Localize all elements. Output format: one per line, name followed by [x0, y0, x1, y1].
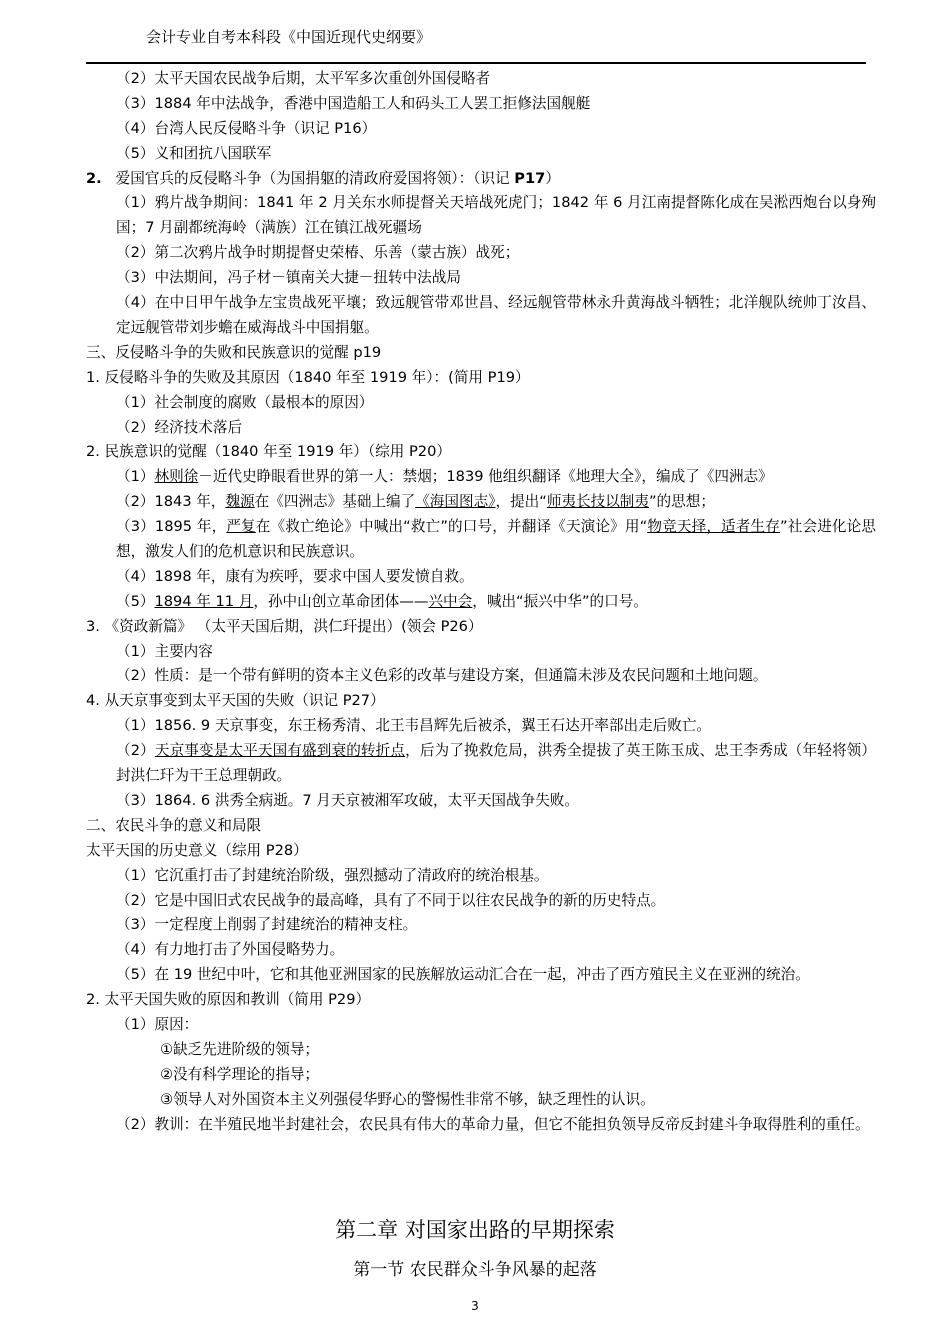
underlined-text: 《海国图志》 — [415, 493, 496, 511]
text-run: －近代史睁眼看世界的第一人：禁烟；1839 他组织翻译《地理大全》，编成了《四洲志》 — [198, 468, 773, 486]
text-line: 2. 太平天国失败的原因和教训（简用 P29） — [86, 991, 371, 1009]
text-line: （4）1898 年，康有为疾呼，要求中国人要发愤自救。 — [116, 567, 474, 585]
section-heading: 二、农民斗争的意义和局限 — [86, 816, 262, 834]
text-paragraph: （2）教训：在半殖民地半封建社会，农民具有伟大的革命力量，但它不能担负领导反帝反封建斗争取得胜利的重任。 — [116, 1115, 870, 1133]
text-run: （3）1895 年， — [116, 518, 227, 536]
underlined-text: 1894 年 11 月 — [154, 592, 254, 610]
text-line: （3）中法期间，冯子材－镇南关大捷－扭转中法战局 — [116, 269, 461, 287]
text-line: （3）一定程度上削弱了封建统治的精神支柱。 — [116, 916, 418, 934]
text-line: （1）1856. 9 天京事变，东王杨秀清、北王韦昌辉先后被杀，翼王石达开率部出走后败亡。 — [116, 717, 712, 735]
text-paragraph — [86, 739, 876, 789]
underlined-text: 天京事变是太平天国有盛到衰的转折点 — [154, 742, 406, 760]
underlined-text: 魏源 — [225, 493, 255, 511]
text-line: 4. 从天京事变到太平天国的失败（识记 P27） — [86, 692, 385, 710]
text-paragraph: （1）鸦片战争期间：1841 年 2 月关东水师提督关天培战死虎门；1842 年 6 月江南提督陈化成在吴淞西炮台以身殉国；7 月副都统海岭（满族）江在镇江战死疆场 — [116, 194, 876, 237]
text-line: （2）性质：是一个带有鲜明的资本主义色彩的改革与建设方案，但通篇未涉及农民问题和土地问题。 — [116, 667, 768, 685]
text-run: ”的思想； — [648, 493, 715, 511]
text-line: 3. 《资政新篇》 （太平天国后期，洪仁玕提出）(领会 P26） — [86, 617, 483, 635]
text-run: （5） — [116, 592, 155, 610]
item-number: 2. — [86, 169, 102, 187]
text-line: ③领导人对外国资本主义列强侵华野心的警惕性非常不够，缺乏理性的认识。 — [160, 1090, 655, 1108]
text-run: （1） — [116, 468, 155, 486]
underlined-text: 严复 — [226, 518, 256, 536]
text-line — [86, 590, 876, 615]
section-heading — [86, 167, 876, 192]
text-line: （2）第二次鸦片战争时期提督史荣椿、乐善（蒙古族）战死； — [116, 244, 520, 262]
text-line: （1）它沉重打击了封建统治阶级，强烈撼动了清政府的统治根基。 — [116, 866, 549, 884]
page-header: 会计专业自考本科段《中国近现代史纲要》 — [146, 28, 432, 46]
text-paragraph: （4）在中日甲午战争左宝贵战死平壤；致远舰管带邓世昌、经远舰管带林永升黄海战斗牺牲；北洋舰队统帅丁汝昌、定远舰管带刘步蟾在威海战斗中国捐躯。 — [116, 294, 876, 336]
heading-text: 爱国官兵的反侵略斗争（为国捐躯的清政府爱国将领）：（识记 — [115, 169, 515, 187]
text-line: （1）主要内容 — [116, 642, 213, 660]
text-line — [86, 490, 876, 515]
text-run: 在《救亡绝论》中喊出“救亡”的口号，并翻译《天演论》用“ — [255, 518, 648, 536]
section-title: 第一节 农民群众斗争风暴的起落 — [353, 1260, 597, 1280]
text-line: （4）台湾人民反侵略斗争（识记 P16） — [116, 119, 377, 137]
text-run: 在《四洲志》基础上编了 — [254, 493, 416, 511]
underlined-text: 兴中会 — [428, 592, 473, 610]
text-line: （1）社会制度的腐败（最根本的原因） — [116, 393, 374, 411]
heading-text: ） — [545, 169, 560, 187]
text-run: ，后为了挽救危局，洪秀全提拔了英王陈玉成、忠王李秀成（年轻将领）封洪仁玕为干王总理朝政。 — [116, 742, 876, 785]
text-line: （5）义和团抗八国联军 — [116, 144, 272, 162]
text-line: ②没有科学理论的指导； — [160, 1065, 320, 1083]
text-line — [86, 465, 876, 490]
text-line: （3）1884 年中法战争，香港中国造船工人和码头工人罢工拒修法国舰艇 — [116, 94, 591, 112]
underlined-text: 物竞天择，适者生存 — [647, 518, 781, 536]
text-line: 1. 反侵略斗争的失败及其原因（1840 年至 1919 年）：(简用 P19） — [86, 368, 530, 386]
page-ref: P17 — [514, 169, 546, 187]
text-run: （2）1843 年， — [116, 493, 226, 511]
page-number: 3 — [471, 1299, 479, 1313]
text-run: ，提出“ — [495, 493, 547, 511]
text-run: （2） — [116, 742, 155, 760]
text-run: ，喊出“振兴中华”的口号。 — [472, 592, 648, 610]
text-run: ，孙中山创立革命团体—— — [253, 592, 429, 610]
underlined-text: 林则徐 — [154, 468, 199, 486]
text-line: （3）1864. 6 洪秀全病逝。7 月天京被湘军攻破，太平天国战争失败。 — [116, 791, 579, 809]
document-body — [86, 67, 876, 1137]
text-line: （4）有力地打击了外国侵略势力。 — [116, 941, 345, 959]
text-line: （2）经济技术落后 — [116, 418, 243, 436]
text-line: 太平天国的历史意义（综用 P28） — [86, 841, 308, 859]
underlined-text: 师夷长技以制夷 — [546, 493, 649, 511]
text-paragraph: （5）在 19 世纪中叶，它和其他亚洲国家的民族解放运动汇合在一起，冲击了西方殖民主义在亚洲的统治。 — [116, 966, 810, 984]
text-line: 2. 民族意识的觉醒（1840 年至 1919 年）（综用 P20） — [86, 443, 451, 461]
text-paragraph — [86, 515, 876, 565]
chapter-title: 第二章 对国家出路的早期探索 — [335, 1218, 615, 1242]
text-line: （2）太平天国农民战争后期，太平军多次重创外国侵略者 — [116, 70, 491, 87]
section-heading: 三、反侵略斗争的失败和民族意识的觉醒 p19 — [86, 343, 382, 361]
text-run: ”社会进化论思想，激发人们的危机意识和民族意识。 — [116, 518, 877, 560]
text-line: （2）它是中国旧式农民战争的最高峰，具有了不同于以往农民战争的新的历史特点。 — [116, 891, 666, 909]
text-line: （1）原因： — [116, 1015, 199, 1033]
text-line: ①缺乏先进阶级的领导； — [160, 1040, 320, 1058]
header-rule — [86, 62, 866, 64]
